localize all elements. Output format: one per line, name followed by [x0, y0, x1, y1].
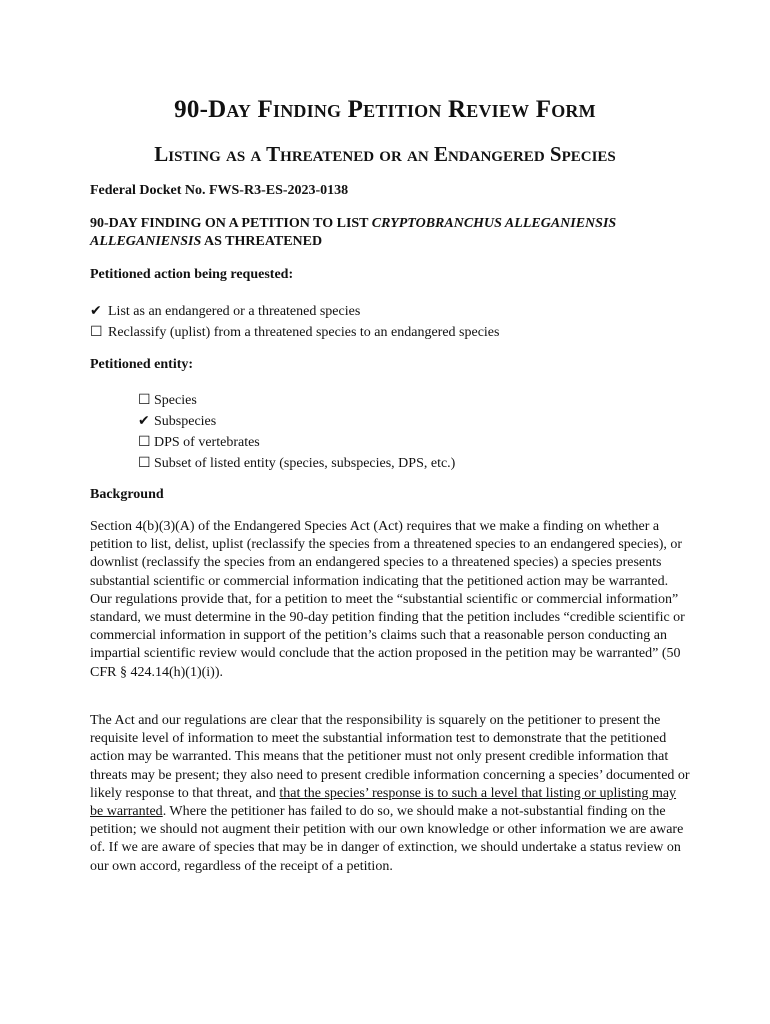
action-heading: Petitioned action being requested: [90, 267, 294, 282]
entity-option-label: Subset of listed entity (species, subspecies, DPS, etc.) [154, 456, 456, 471]
checkbox-empty-icon[interactable]: ☐ [90, 324, 103, 340]
background-heading: Background [90, 487, 164, 502]
entity-option-label: Subspecies [154, 414, 217, 429]
paragraph-text: . Where the petitioner has failed to do so, we should make a not-substantial finding on the petition; we should not augment their petition with our own knowledge or other information we are aware of. If we are aware of species that may be in danger of extinction, we should undertake a status review on our own accord, regardless of the receipt of a petition. [90, 804, 684, 874]
docket-number: Federal Docket No. FWS-R3-ES-2023-0138 [90, 183, 349, 198]
entity-heading: Petitioned entity: [90, 357, 194, 372]
form-subtitle: Listing as a Threatened or an Endangered Species [154, 142, 616, 166]
action-option-label: Reclassify (uplist) from a threatened species to an endangered species [108, 325, 500, 340]
action-option-list [90, 301, 690, 322]
entity-option-label: DPS of vertebrates [154, 435, 260, 450]
finding-suffix: AS THREATENED [201, 234, 323, 250]
entity-option-subspecies [138, 411, 738, 432]
checkbox-empty-icon[interactable]: ☐ [138, 455, 151, 471]
form-title: 90-Day Finding Petition Review Form [174, 96, 596, 123]
action-options [90, 301, 690, 343]
background-paragraph-2 [90, 712, 690, 876]
underlined-text: that the species’ response is to such a level that listing or uplisting may be warranted [90, 785, 677, 820]
species-name: CRYPTOBRANCHUS ALLEGANIENSIS ALLEGANIENSIS [90, 216, 617, 250]
checkmark-icon[interactable]: ✔ [90, 303, 102, 319]
finding-title [90, 215, 690, 251]
entity-option-subset [138, 453, 738, 474]
entity-option-species [138, 390, 738, 411]
finding-prefix: 90-DAY FINDING ON A PETITION TO LIST [90, 216, 372, 231]
entity-option-label: Species [154, 393, 197, 408]
entity-options [138, 390, 738, 474]
entity-option-dps [138, 432, 738, 453]
checkmark-icon[interactable]: ✔ [138, 413, 150, 429]
paragraph-text: The Act and our regulations are clear that the responsibility is squarely on the petitioner to present the requisite level of information to meet the substantial information test to demonstrate that the petitioned action may be warranted. This means that the petitioner must not only present credible information that threats may be present; they also need to present credible information concerning a species’ documented or likely response to that threat, and [90, 713, 690, 801]
action-option-reclassify [90, 322, 690, 343]
checkbox-empty-icon[interactable]: ☐ [138, 434, 151, 450]
background-paragraph-1: Section 4(b)(3)(A) of the Endangered Species Act (Act) requires that we make a finding on whether a petition to list, delist, uplist (reclassify the species from a threatened species to an endangered species), or downlist (reclassify the species from an endangered species to a threatened species) a species presents substantial scientific or commercial information indicating that the petitioned action may be warranted. Our regulations provide that, for a petition to meet the “substantial scientific or commercial information” standard, we must determine in the 90-day petition finding that the petition includes “credible scientific or commercial information in support of the petition’s claims such that a reasonable person conducting an impartial scientific review would conclude that the action proposed in the petition may be warranted” (50 CFR § 424.14(h)(1)(i)). [90, 519, 685, 680]
action-option-label: List as an endangered or a threatened species [108, 304, 361, 319]
checkbox-empty-icon[interactable]: ☐ [138, 392, 151, 408]
